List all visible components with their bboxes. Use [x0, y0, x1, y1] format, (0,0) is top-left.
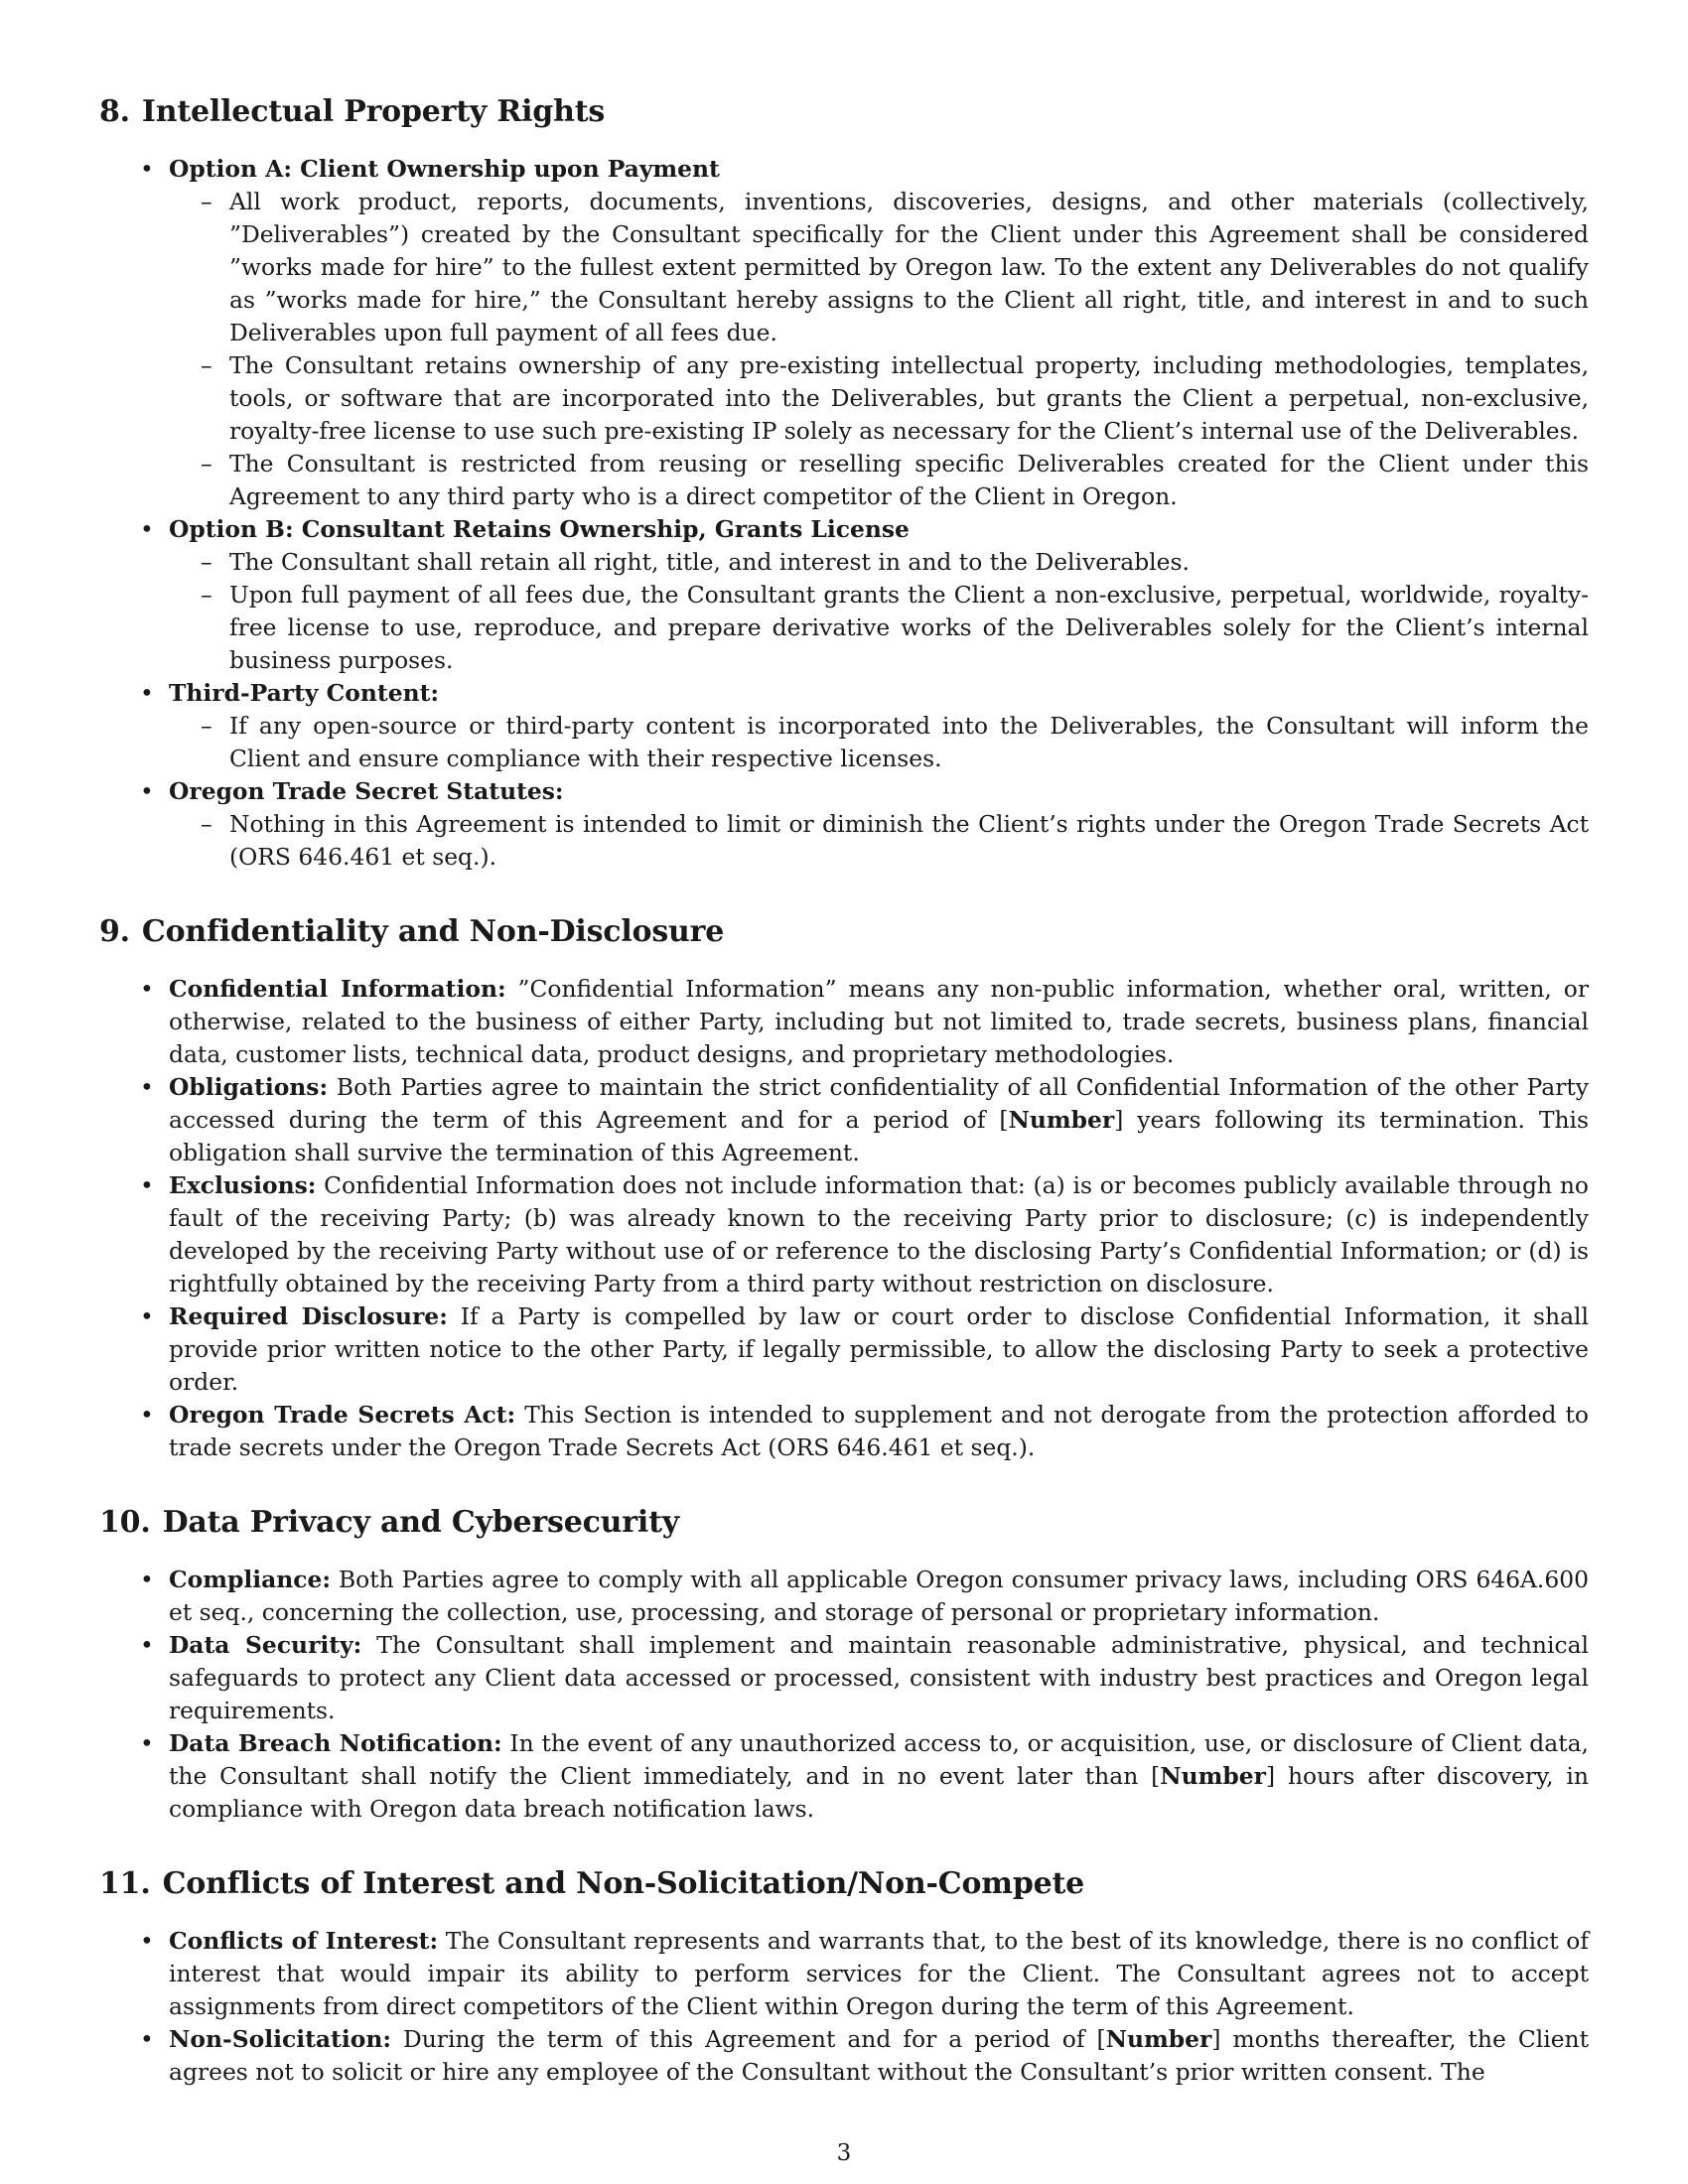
item-text: The Consultant represents and warrants that, to the best of its knowledge, there is no conflict of interest that would impair its ability to perform services for the Client. The Consultant agrees not to accept assignments from direct competitors of the Client within Oregon during the term of this Agreement.	[169, 1927, 1589, 2020]
list-item	[99, 677, 1589, 775]
section-number: 9.	[99, 914, 130, 949]
sub-list-item: – Nothing in this Agreement is intended to limit or diminish the Client’s rights under the Oregon Trade Secrets Act (ORS 646.461 et seq.).	[169, 808, 1589, 874]
item-text: Both Parties agree to comply with all applicable Oregon consumer privacy laws, including ORS 646A.600 et seq., concerning the collection, use, processing, and storage of personal or proprietary information.	[169, 1566, 1589, 1626]
item-text: The Consultant shall implement and maintain reasonable administrative, physical, and technical safeguards to protect any Client data accessed or processed, consistent with industry best practices and Oregon legal requirements.	[169, 1631, 1589, 1724]
item-text: If a Party is compelled by law or court order to disclose Confidential Information, it shall provide prior written notice to the other Party, if legally permissible, to allow the disclosing Party to seek a protective order.	[169, 1302, 1589, 1396]
section-heading	[99, 91, 1589, 133]
list-item	[99, 1399, 1589, 1464]
item-lead: Compliance:	[169, 1566, 332, 1593]
list-item	[99, 775, 1589, 874]
item-text: ] years following its termination. This obligation shall survive the termination of this Agreement.	[169, 1106, 1590, 1166]
sub-list-item: – All work product, reports, documents, inventions, discoveries, designs, and other materials (collectively, ”Deliverables”) created by the Consultant specifically for the Client under this Agreement shall be considered ”works made for hire” to the fullest extent permitted by Oregon law. To the extent any Deliverables do not qualify as ”works made for hire,” the Consultant hereby assigns to the Client all right, title, and interest in and to such Deliverables upon full payment of all fees due.	[169, 186, 1589, 349]
sub-list	[169, 186, 1589, 513]
list-item	[99, 2023, 1589, 2089]
item-text: In the event of any unauthorized access to, or acquisition, use, or disclosure of Client data, the Consultant shall notify the Client immediately, and in no event later than [	[169, 1729, 1589, 1790]
list-item	[99, 153, 1589, 513]
section-number: 11.	[99, 1866, 151, 1901]
sub-list	[169, 546, 1589, 677]
item-text: This Section is intended to supplement and not derogate from the protection afforded to trade secrets under the Oregon Trade Secrets Act (ORS 646.461 et seq.).	[169, 1401, 1589, 1461]
sub-list-item: – The Consultant shall retain all right, title, and interest in and to the Deliverables.	[169, 546, 1589, 579]
section-10	[99, 1502, 1589, 1826]
list-item	[99, 1564, 1589, 1629]
sub-list-item: – The Consultant is restricted from reusing or reselling specific Deliverables created for the Client under this Agreement to any third party who is a direct competitor of the Client in Oregon.	[169, 448, 1589, 513]
list-item	[99, 1071, 1589, 1169]
sub-list	[169, 808, 1589, 874]
section-8	[99, 91, 1589, 874]
sub-list	[169, 710, 1589, 775]
list-item	[99, 513, 1589, 677]
item-lead: Oregon Trade Secrets Act:	[169, 1401, 516, 1429]
item-text: Confidential Information does not include information that: (a) is or becomes publicly available through no fault of the receiving Party; (b) was already known to the receiving Party prior to disclosure; (c) is independently developed by the receiving Party without use of or reference to the disclosing Party’s Confidential Information; or (d) is rightfully obtained by the receiving Party from a third party without restriction on disclosure.	[169, 1171, 1589, 1297]
oregon-statutes-title: Oregon Trade Secret Statutes:	[169, 777, 564, 805]
placeholder-number: Number	[1160, 1762, 1266, 1790]
item-lead: Data Security:	[169, 1631, 362, 1659]
sub-list-item: – If any open-source or third-party content is incorporated into the Deliverables, the Consultant will inform the Client and ensure compliance with their respective licenses.	[169, 710, 1589, 775]
page-number: 3	[836, 2140, 852, 2166]
section-number: 8.	[99, 94, 130, 129]
option-a-title: Option A: Client Ownership upon Payment	[169, 155, 720, 183]
bullet-list	[99, 973, 1589, 1464]
bullet-list	[99, 153, 1589, 874]
sub-list-item: – The Consultant retains ownership of any pre-existing intellectual property, including methodologies, templates, tools, or software that are incorporated into the Deliverables, but grants the Client a perpetual, non-exclusive, royalty-free license to use such pre-existing IP solely as necessary for the Client’s internal use of the Deliverables.	[169, 349, 1589, 448]
list-item	[99, 1629, 1589, 1727]
section-9	[99, 911, 1589, 1464]
bullet-list	[99, 1925, 1589, 2089]
section-title: Confidentiality and Non-Disclosure	[141, 914, 725, 949]
item-lead: Exclusions:	[169, 1171, 317, 1199]
section-11	[99, 1863, 1589, 2089]
item-lead: Data Breach Notification:	[169, 1729, 502, 1757]
list-item	[99, 1925, 1589, 2023]
item-lead: Obligations:	[169, 1073, 329, 1101]
list-item	[99, 1727, 1589, 1826]
list-item	[99, 1300, 1589, 1399]
sub-list-item: – Upon full payment of all fees due, the Consultant grants the Client a non-exclusive, perpetual, worldwide, royalty-free license to use, reproduce, and prepare derivative works of the Deliverables solely for the Client’s internal business purposes.	[169, 579, 1589, 677]
section-title: Intellectual Property Rights	[141, 94, 606, 129]
section-heading	[99, 911, 1589, 953]
section-title: Conflicts of Interest and Non-Solicitation/Non-Compete	[162, 1866, 1085, 1901]
bullet-list	[99, 1564, 1589, 1826]
page-content	[99, 91, 1589, 2126]
section-heading	[99, 1502, 1589, 1544]
section-number: 10.	[99, 1505, 151, 1540]
third-party-title: Third-Party Content:	[169, 679, 440, 707]
section-heading	[99, 1863, 1589, 1905]
item-text: ] months thereafter, the Client agrees not to solicit or hire any employee of the Consultant without the Consultant’s prior written consent. The	[169, 2025, 1589, 2086]
item-text: Both Parties agree to maintain the strict confidentiality of all Confidential Information of the other Party accessed during the term of this Agreement and for a period of [	[169, 1073, 1589, 1134]
placeholder-number: Number	[1008, 1106, 1115, 1134]
section-title: Data Privacy and Cybersecurity	[162, 1505, 679, 1540]
list-item	[99, 973, 1589, 1071]
list-item	[99, 1169, 1589, 1300]
item-text: During the term of this Agreement and for a period of [	[390, 2025, 1106, 2053]
placeholder-number: Number	[1105, 2025, 1212, 2053]
item-text: ”Confidential Information” means any non-public information, whether oral, written, or otherwise, related to the business of either Party, including but not limited to, trade secrets, business plans, financial data, customer lists, technical data, product designs, and proprietary methodologies.	[169, 975, 1589, 1068]
item-lead: Non-Solicitation:	[169, 2025, 391, 2053]
option-b-title: Option B: Consultant Retains Ownership, Grants License	[169, 515, 910, 543]
item-lead: Confidential Information:	[169, 975, 506, 1003]
item-lead: Required Disclosure:	[169, 1302, 448, 1330]
item-text: ] hours after discovery, in compliance with Oregon data breach notification laws.	[169, 1762, 1589, 1823]
item-lead: Conflicts of Interest:	[169, 1927, 439, 1955]
